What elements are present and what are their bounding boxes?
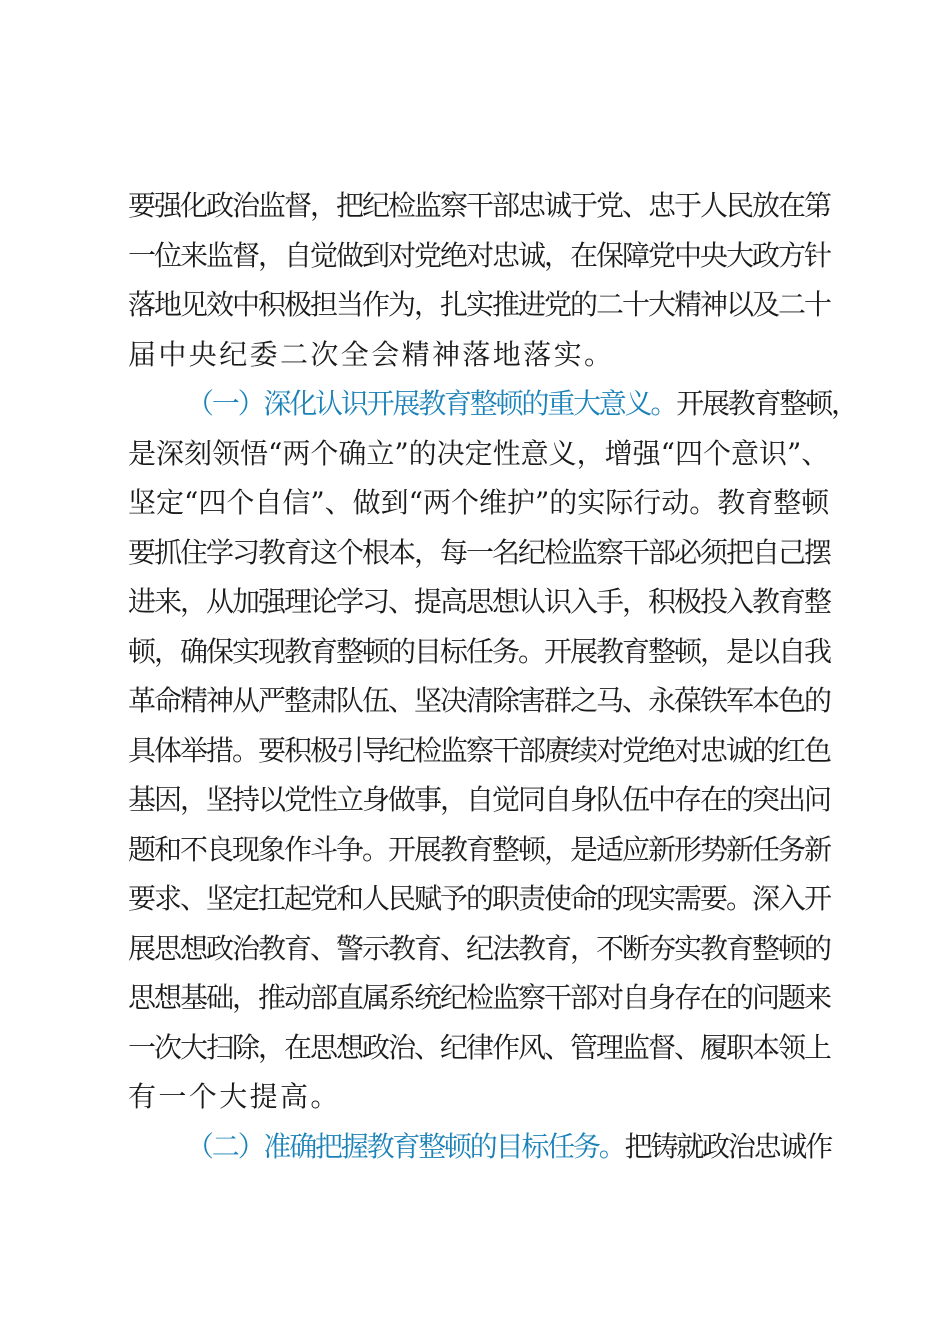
paragraph bbox=[128, 379, 857, 1122]
text-line: 是深刻领悟“两个确立”的决定性意义，增强“四个意识”、 bbox=[128, 436, 830, 470]
text-line: 坚定“四个自信”、做到“两个维护”的实际行动。教育整顿 bbox=[128, 486, 830, 519]
paragraph bbox=[128, 181, 832, 379]
text-line bbox=[128, 379, 857, 429]
section-heading-2: （二）准确把握教育整顿的目标任务。 bbox=[186, 1129, 625, 1163]
text-line: 要求、坚定扛起党和人民赋予的职责使命的现实需要。深入开 bbox=[128, 882, 831, 915]
text-line: 基因，坚持以党性立身做事，自觉同自身队伍中存在的突出问 bbox=[128, 783, 831, 816]
text-line: 一次大扫除，在思想政治、纪律作风、管理监督、履职本领上 bbox=[128, 1030, 831, 1064]
text-line: 革命精神从严整肃队伍、坚决清除害群之马、永葆铁军本色的 bbox=[128, 684, 831, 717]
section-heading-1: （一）深化认识开展教育整顿的重大意义。 bbox=[186, 387, 677, 420]
text-line: 有一个大提高。 bbox=[128, 1080, 341, 1113]
text-line: 一位来监督，自觉做到对党绝对忠诚，在保障党中央大政方针 bbox=[128, 238, 831, 272]
text-run: 开展教育整顿， bbox=[676, 387, 857, 420]
text-line: 题和不良现象作斗争。开展教育整顿，是适应新形势新任务新 bbox=[128, 832, 831, 866]
document-page bbox=[128, 181, 857, 1171]
text-line: 落地见效中积极担当作为，扎实推进党的二十大精神以及二十 bbox=[128, 288, 831, 321]
text-line: 要强化政治监督，把纪检监察干部忠诚于党、忠于人民放在第 bbox=[128, 189, 831, 222]
text-line: 具体举措。要积极引导纪检监察干部赓续对党绝对忠诚的红色 bbox=[128, 733, 831, 767]
text-line: 顿，确保实现教育整顿的目标任务。开展教育整顿，是以自我 bbox=[128, 634, 831, 668]
text-line bbox=[128, 1122, 832, 1172]
text-line: 思想基础，推动部直属系统纪检监察干部对自身存在的问题来 bbox=[128, 981, 831, 1014]
paragraph bbox=[128, 1122, 832, 1172]
text-line: 要抓住学习教育这个根本，每一名纪检监察干部必须把自己摆 bbox=[128, 535, 831, 569]
text-line: 进来，从加强理论学习、提高思想认识入手，积极投入教育整 bbox=[128, 585, 831, 618]
text-line: 展思想政治教育、警示教育、纪法教育，不断夯实教育整顿的 bbox=[128, 931, 831, 965]
text-line: 届中央纪委二次全会精神落地落实。 bbox=[128, 337, 615, 371]
text-run: 把铸就政治忠诚作 bbox=[624, 1129, 832, 1163]
